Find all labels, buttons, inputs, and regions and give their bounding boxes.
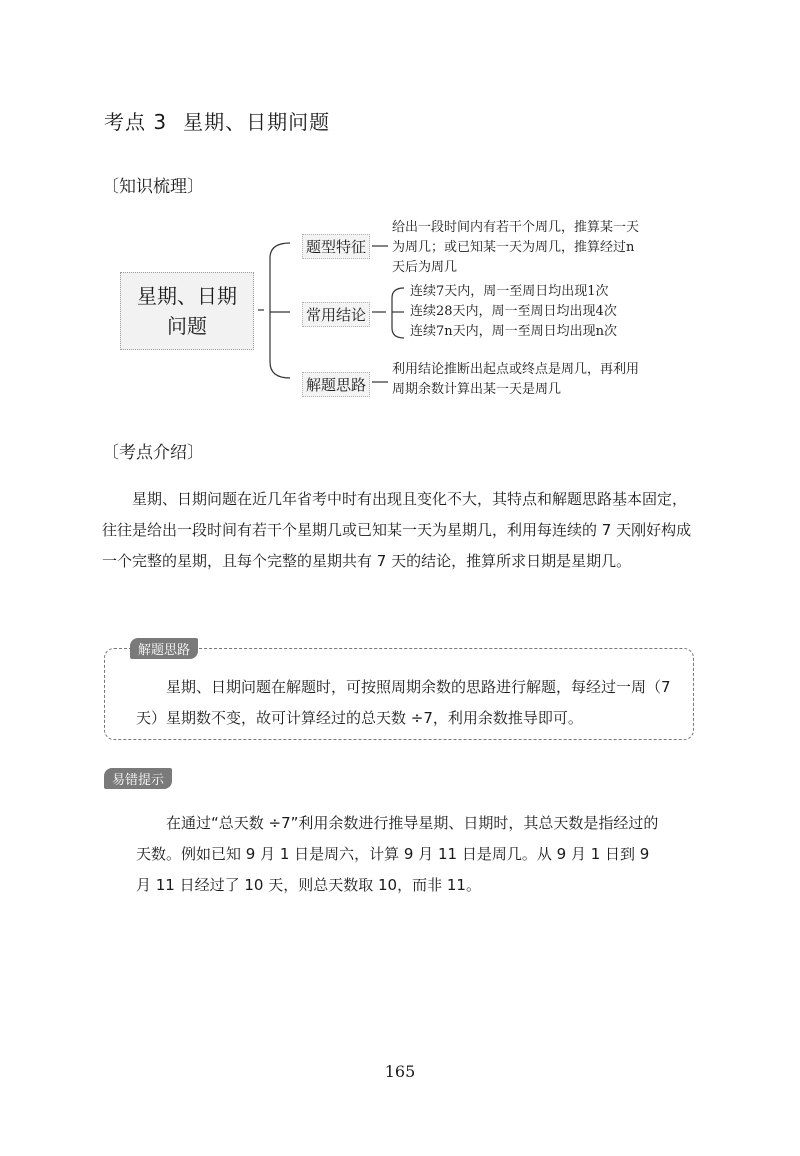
list-item: 连续7n天内，周一至周日均出现n次 — [410, 324, 618, 339]
section-number: 考点 3 — [104, 110, 168, 134]
branch-conclusions-text — [410, 282, 690, 342]
branch-label-approach: 解题思路 — [302, 372, 370, 397]
main-brace — [270, 243, 290, 378]
branch-label-features: 题型特征 — [302, 234, 370, 259]
intro-heading: 〔考点介绍〕 — [102, 443, 204, 463]
branch-approach-text: 利用结论推断出起点或终点是周几，再利用 周期余数计算出某一天是周几 — [392, 362, 640, 397]
intro-paragraph: 星期、日期问题在近几年省考中时有出现且变化不大，其特点和解题思路基本固定，往往是给出一段时间有若干个星期几或已知某一天为星期几，利用每连续的 7 天刚好构成一个完整的星期，且每个完整的星期共有 7 天的结论，推算所求日期是星期几。 — [102, 490, 692, 570]
tip-text: 星期、日期问题在解题时，可按照周期余数的思路进行解题，每经过一周（7 天）星期数不变，故可计算经过的总天数 ÷7，利用余数推导即可。 — [136, 678, 671, 727]
note-text: 在通过“总天数 ÷7”利用余数进行推导星期、日期时，其总天数是指经过的天数。例如已知 9 月 1 日是周六，计算 9 月 11 日是周几。从 9 月 1 日到 9 月 11 日经过了 10 天，则总天数取 10，而非 11。 — [136, 814, 659, 894]
note-tag: 易错提示 — [104, 768, 172, 789]
branch2-brace — [392, 288, 404, 338]
knowledge-heading: 〔知识梳理〕 — [102, 177, 204, 197]
list-item: 连续28天内，周一至周日均出现4次 — [410, 304, 617, 319]
section-title-text: 星期、日期问题 — [183, 110, 331, 134]
branch-features-text: 给出一段时间内有若干个周几，推算某一天 为周几；或已知某一天为周几，推算经过n 天后为周几 — [392, 220, 640, 275]
list-item: 连续7天内，周一至周日均出现1次 — [410, 284, 609, 299]
tip-tag: 解题思路 — [130, 638, 198, 659]
mindmap-root-label: 星期、日期问题 — [137, 284, 237, 338]
branch-label-conclusions: 常用结论 — [302, 302, 370, 327]
page-number: 165 — [384, 1062, 416, 1081]
